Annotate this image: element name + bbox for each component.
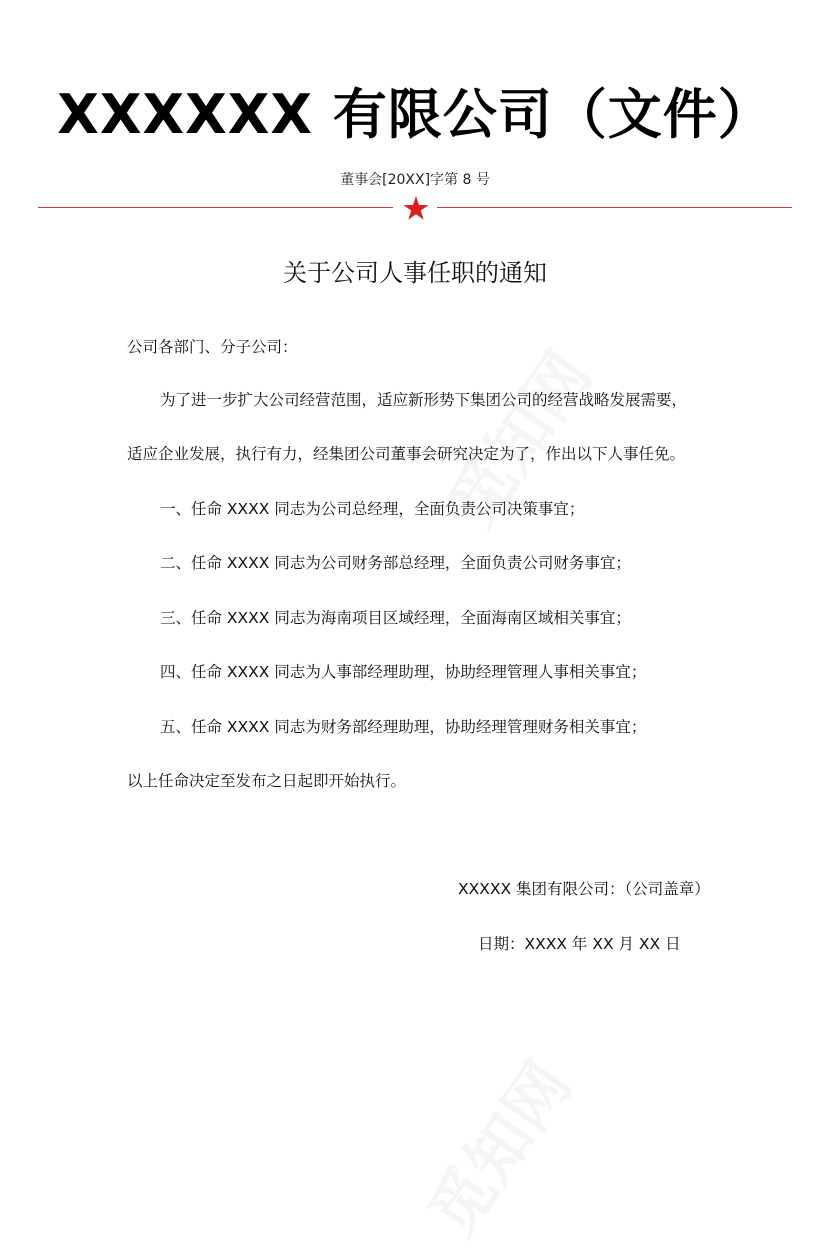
appointment-item: 五、任命 XXXX 同志为财务部经理助理，协助经理管理财务相关事宜； [160,718,647,736]
document-number: 董事会[20XX]字第 8 号 [340,172,490,188]
appointment-item: 二、任命 XXXX 同志为公司财务部总经理，全面负责公司财务事宜； [160,554,631,572]
appointment-item: 四、任命 XXXX 同志为人事部经理助理，协助经理管理人事相关事宜； [160,663,647,681]
signature-date: 日期：XXXX 年 XX 月 XX 日 [478,935,681,953]
body-paragraph: 为了进一步扩大公司经营范围，适应新形势下集团公司的经营战略发展需要， [160,391,688,409]
company-signature: XXXXX 集团有限公司：（公司盖章） [458,880,710,898]
star-icon [403,195,429,221]
appointment-item: 一、任命 XXXX 同志为公司总经理，全面负责公司决策事宜； [160,500,585,518]
watermark [403,1041,588,1251]
letterhead-title: XXXXXX 有限公司（文件） [57,83,773,146]
red-divider-right [437,207,792,208]
appointment-item: 三、任命 XXXX 同志为海南项目区域经理，全面海南区域相关事宜； [160,609,631,627]
document-title: 关于公司人事任职的通知 [283,259,547,287]
closing-statement: 以上任命决定至发布之日起即开始执行。 [127,772,407,790]
red-divider-left [38,207,393,208]
salutation: 公司各部门、分子公司： [127,338,298,356]
body-paragraph: 适应企业发展，执行有力，经集团公司董事会研究决定为了，作出以下人事任免。 [127,445,686,463]
